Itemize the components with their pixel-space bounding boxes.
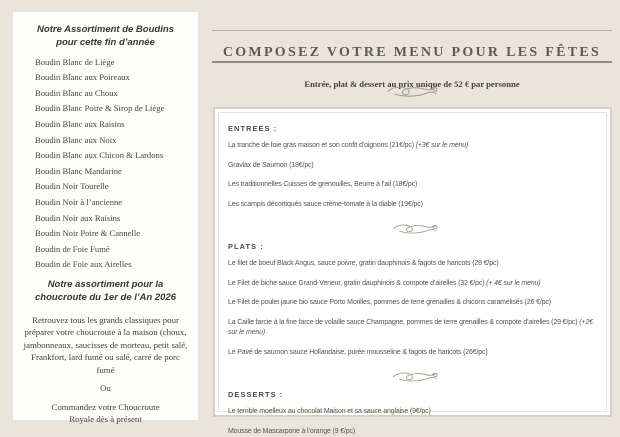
menu-item-text: La tranche de foie gras maison et son confit d’oignons (21€/pc) xyxy=(228,142,416,149)
menu-item xyxy=(228,180,601,191)
menu-item-note: (+3€ sur le menu) xyxy=(416,142,469,149)
section-divider xyxy=(228,367,601,385)
menu-item xyxy=(228,318,601,339)
list-item: Boudin Blanc Poire & Sirop de Liège xyxy=(35,104,190,113)
sidebar-cta: Commandez votre Choucroute Royale dès à présent xyxy=(39,401,172,426)
list-item: Boudin Noir à l’ancienne xyxy=(35,198,190,207)
or-label: Ou xyxy=(21,383,190,393)
menu-item xyxy=(228,161,601,172)
menu-item-text: Le terrible moelleux au chocolat Maison et sa sauce anglaise (9€/pc) xyxy=(228,408,431,415)
menu-item xyxy=(228,279,601,290)
menu-item-text: Le Filet de poulet jaune bio sauce Porto Morilles, pommes de terre grenailles & chicons caramélisés (26 €/pc) xyxy=(228,299,551,306)
boudin-sidebar xyxy=(13,12,198,420)
menu-box-inner xyxy=(218,112,607,412)
boudin-list xyxy=(21,58,190,269)
menu-item xyxy=(228,141,601,152)
menu-item-text: La Caille farcie à la fine farce de volaille sauce Champagne, pommes de terre grenailles & compote d’airelles (29 €/pc) xyxy=(228,319,579,326)
list-item: Boudin Blanc aux Chicon & Lardons xyxy=(35,151,190,160)
menu-item-text: Le Pavé de saumon sauce Hollandaise, purée mousseline & fagots de haricots (26€/pc) xyxy=(228,349,488,356)
list-item: Boudin Blanc aux Noix xyxy=(35,136,190,145)
section-label: PLATS : xyxy=(228,242,601,251)
list-item: Boudin de Foie aux Airelles xyxy=(35,260,190,269)
header-rule-bottom xyxy=(212,61,612,63)
menu-item-text: Le filet de boeuf Black Angus, sauce poivre, gratin dauphinois & fagots de haricots (28 €/pc) xyxy=(228,260,499,267)
menu-item xyxy=(228,427,601,437)
menu-item-text: Les scampis décortiqués sauce crème-tomate à la diable (19€/pc) xyxy=(228,201,423,208)
list-item: Boudin Noir Poire & Cannelle xyxy=(35,229,190,238)
section-label: ENTREES : xyxy=(228,124,601,133)
list-item: Boudin Blanc aux Raisins xyxy=(35,120,190,129)
list-item: Boudin Blanc de Liège xyxy=(35,58,190,67)
menu-box xyxy=(213,107,612,417)
list-item: Boudin Noir aux Raisins xyxy=(35,214,190,223)
price-subtitle: Entrée, plat & dessert au prix unique de 52 € par personne xyxy=(212,79,612,89)
flourish-icon xyxy=(391,369,439,383)
menu-item xyxy=(228,200,601,211)
section-divider xyxy=(228,219,601,237)
sidebar-title: Notre Assortiment de Boudins pour cette fin d’année xyxy=(31,24,180,50)
list-item: Boudin Blanc aux Poireaux xyxy=(35,73,190,82)
sidebar-subtitle: Notre assortiment pour la choucroute du 1er de l’An 2026 xyxy=(25,279,186,305)
menu-item-text: Gravlax de Saumon (18€/pc) xyxy=(228,162,314,169)
header-flourish xyxy=(212,82,612,100)
sidebar-paragraph: Retrouvez tous les grands classiques pour préparer votre choucroute à la maison (choux, jambonneaux, saucisses de morteau, petit salé, Frankfort, lard fumé ou salé, carré de porc fumé xyxy=(22,314,189,376)
list-item: Boudin de Foie Fumé xyxy=(35,245,190,254)
page-title: COMPOSEZ VOTRE MENU POUR LES FÊTES xyxy=(212,45,612,61)
menu-item-note: (+ 4€ sur le menu) xyxy=(486,280,540,287)
menu-item xyxy=(228,259,601,270)
header-rule-top xyxy=(212,30,612,31)
menu-item xyxy=(228,407,601,418)
list-item: Boudin Noir Tourelle xyxy=(35,182,190,191)
section-label: DESSERTS : xyxy=(228,390,601,399)
menu-section-plats xyxy=(228,242,601,358)
menu-item-text: Mousse de Mascarpone à l’orange (9 €/pc) xyxy=(228,428,355,435)
menu-section-entrees xyxy=(228,124,601,210)
flourish-icon xyxy=(391,221,439,235)
list-item: Boudin Blanc Mandarine xyxy=(35,167,190,176)
menu-item-note: (+2€ sur le menu) xyxy=(228,319,593,337)
menu-section-desserts xyxy=(228,390,601,437)
list-item: Boudin Blanc au Choux xyxy=(35,89,190,98)
menu-item xyxy=(228,298,601,309)
flourish-icon xyxy=(385,83,439,98)
menu-item-text: Le Filet de biche sauce Grand-Veneur, gratin dauphinois & compote d’airelles (32 €/pc) xyxy=(228,280,486,287)
menu-item xyxy=(228,348,601,359)
menu-item-text: Les traditionnelles Cuisses de grenouilles, Beurre à l’ail (18€/pc) xyxy=(228,181,417,188)
